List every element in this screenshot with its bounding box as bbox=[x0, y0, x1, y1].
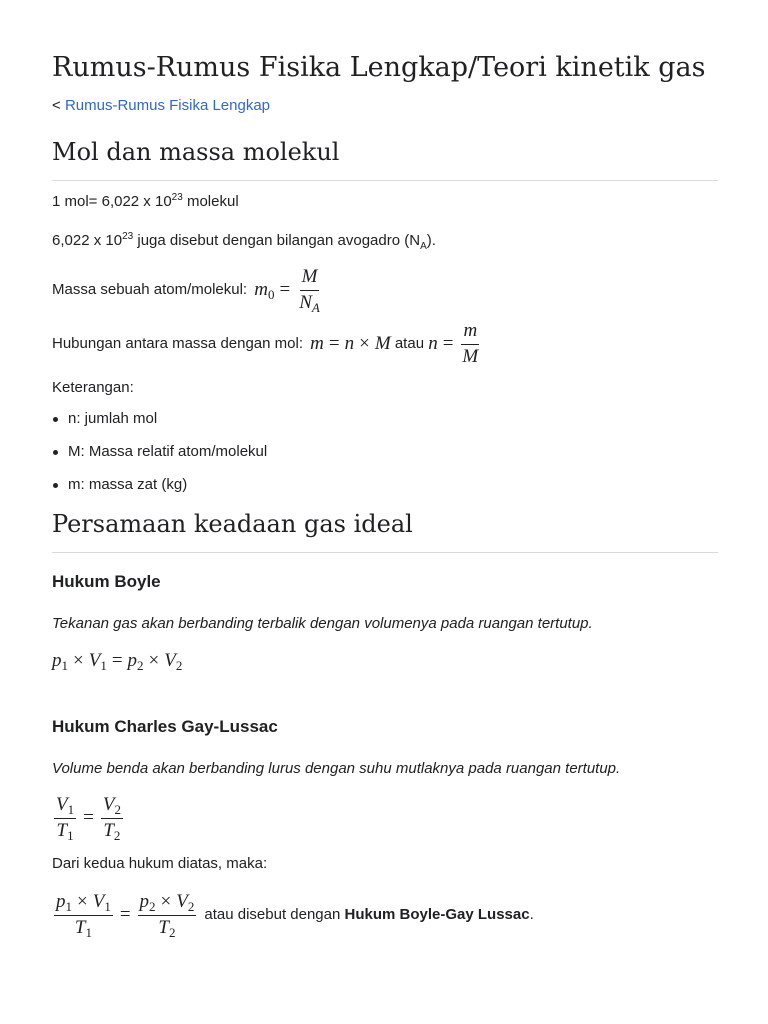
section-heading-mol: Mol dan massa molekul bbox=[52, 138, 340, 166]
section-heading-gas-ideal: Persamaan keadaan gas ideal bbox=[52, 510, 413, 538]
combined-formula: $\frac{p_1 \times V_1}{T_1}$ = $\frac{p_2 \times V_2}{T_2}$ atau disebut dengan Hukum Boyle-Gay Lussac. bbox=[56, 890, 534, 940]
charles-formula: $\frac{V_1}{T_1}$ = $\frac{V_2}{T_2}$ bbox=[56, 793, 121, 843]
fraction-m-over-na: $\frac{M}{N_A}$ bbox=[299, 265, 320, 315]
mol-definition: 1 mol= 6,022 x $10^{23}$ molekul bbox=[52, 192, 239, 210]
hubungan-formula: Hubungan antara massa dengan mol: m = n × M atau n = $\frac{m}{M}$ bbox=[52, 319, 479, 367]
combined-intro: Dari kedua hukum diatas, maka: bbox=[52, 855, 268, 872]
avogadro-definition: 6,022 x $10^{23}$ juga disebut dengan bilangan avogadro $(N_A)$. bbox=[52, 231, 436, 252]
subheading-charles: Hukum Charles Gay-Lussac bbox=[52, 717, 278, 736]
boyle-formula: $p_1 \times V_1 = p_2 \times V_2$ bbox=[52, 650, 183, 673]
breadcrumb-back-link[interactable]: Rumus-Rumus Fisika Lengkap bbox=[64, 97, 271, 114]
list-item: m: massa zat (kg) bbox=[68, 476, 188, 493]
section-divider bbox=[52, 180, 718, 181]
page-title: Rumus-Rumus Fisika Lengkap/Teori kinetik gas bbox=[52, 52, 706, 83]
massa-atom-formula: Massa sebuah atom/molekul: $m_0$ = $\frac{M}{N_A}$ bbox=[52, 265, 320, 315]
fraction-m-over-M: $\frac{m}{M}$ bbox=[462, 319, 479, 367]
combined-law-name: Hukum Boyle-Gay Lussac bbox=[344, 906, 530, 923]
section-divider bbox=[52, 552, 718, 553]
boyle-description: Tekanan gas akan berbanding terbalik dengan volumenya pada ruangan tertutup. bbox=[52, 615, 593, 632]
breadcrumb bbox=[52, 96, 270, 116]
keterangan-label: Keterangan: bbox=[52, 379, 134, 396]
subheading-boyle: Hukum Boyle bbox=[52, 572, 161, 591]
breadcrumb-prefix: < bbox=[52, 97, 61, 114]
charles-description: Volume benda akan berbanding lurus dengan suhu mutlaknya pada ruangan tertutup. bbox=[52, 760, 621, 777]
list-item: M: Massa relatif atom/molekul bbox=[68, 443, 268, 460]
list-item: n: jumlah mol bbox=[68, 410, 158, 427]
